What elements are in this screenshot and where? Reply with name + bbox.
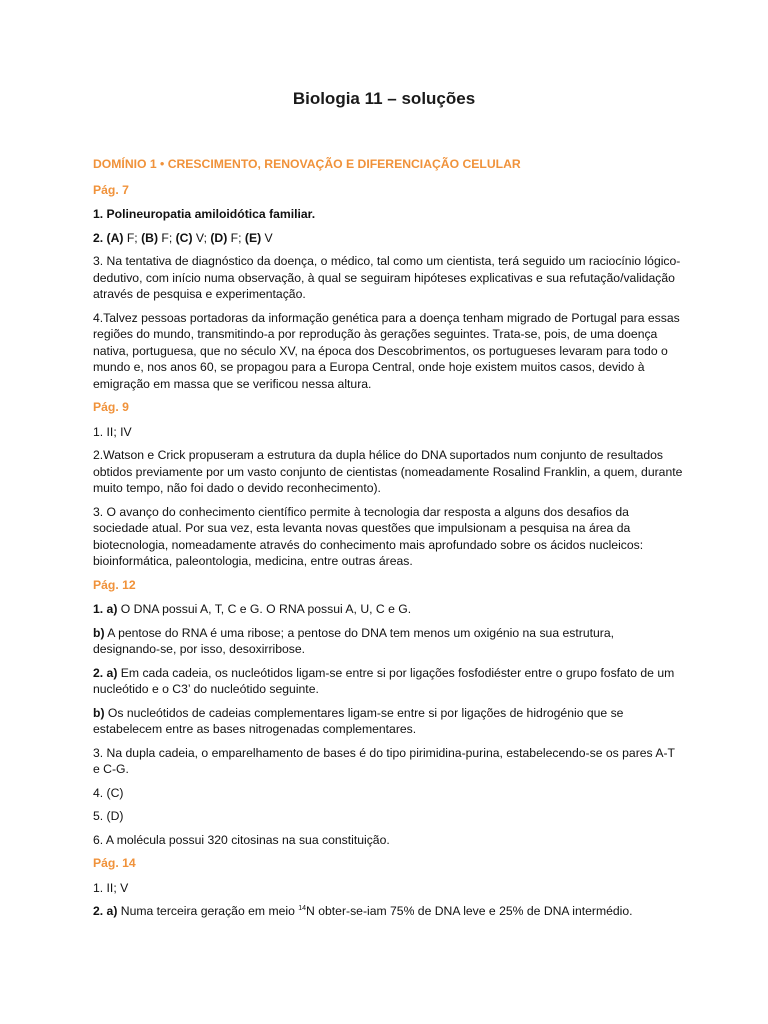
answer-value: F; [123,230,142,245]
document-body [93,156,683,927]
answer-paragraph [93,665,683,698]
answer-label: 1. a) [93,602,118,616]
answer-text: Em cada cadeia, os nucleótidos ligam-se entre si por ligações fosfodiéster entre o grupo fosfato de um nucleótido e o C3’ do nucleótido seguinte. [93,665,675,696]
answer-value: V; [192,230,211,245]
answer-paragraph: 2.Watson e Crick propuseram a estrutura da dupla hélice do DNA suportados num conjunto de resultados obtidos previamente por um vasto conjunto de cientistas (nomeadamente Rosalind Franklin, a quem, durante muito tempo, não foi dado o devido reconhecimento). [93,448,683,495]
answer-paragraph: 5. (D) [93,809,124,823]
answer-paragraph: 4.Talvez pessoas portadoras da informação genética para a doença tenham migrado de Portugal para essas regiões do mundo, transmitindo-a por reprodução às gerações seguintes. Trata-se, pois, de uma doença nativa, portuguesa, que no século XV, na época dos Descobrimentos, os portugueses levaram para todo o mundo e, nos anos 60, se propagou para a Europa Central, onde hoje existem muitos casos, devido à emigração em massa que se verificou nessa altura. [93,310,680,391]
answer-label: 2. a) [93,665,118,680]
page-ref-heading: Pág. 9 [93,400,129,414]
page-ref-heading: Pág. 14 [93,856,136,870]
answer-paragraph: 3. Na tentativa de diagnóstico da doença, o médico, tal como um cientista, terá seguido um raciocínio lógico-dedutivo, com início numa observação, à qual se seguiram hipóteses explicativas e sua refutação/validação através de pesquisa e experimentação. [93,254,681,301]
answer-paragraph: 1. Polineuropatia amiloidótica familiar. [93,207,316,221]
page-ref-heading: Pág. 7 [93,182,129,197]
answer-text: A pentose do RNA é uma ribose; a pentose do DNA tem menos um oxigénio na sua estrutura, designando-se, por isso, desoxirribose. [93,625,614,656]
answer-value: F; [227,230,245,245]
answer-paragraph: 4. (C) [93,785,124,800]
answer-text: N obter-se-iam 75% de DNA leve e 25% de DNA intermédio. [306,904,633,918]
answer-value: F; [158,230,176,245]
answer-paragraph: 1. II; V [93,880,129,895]
answer-label: b) [93,705,105,720]
page-ref-heading: Pág. 12 [93,577,136,592]
isotope-superscript: 14 [298,905,307,912]
answer-paragraph [93,230,683,247]
answer-label: (C) [175,230,193,245]
answer-label: (B) [141,230,158,245]
answer-label: (E) [244,230,262,245]
answer-paragraph: 3. O avanço do conhecimento científico permite à tecnologia dar resposta a alguns dos desafios da sociedade atual. Por sua vez, esta levanta novas questões que impulsionam a pesquisa na área da biotecnologia, nomeadamente através do conhecimento mais aprofundado sobre os ácidos nucleicos: bioinformática, paleontologia, medicina, entre outras áreas. [93,504,644,568]
answer-paragraph [93,903,683,920]
answer-paragraph: 1. II; IV [93,424,132,439]
answer-label: 2. (A) [93,230,124,245]
domain-heading: DOMÍNIO 1 • CRESCIMENTO, RENOVAÇÃO E DIFERENCIAÇÃO CELULAR [93,157,521,171]
answer-text: O DNA possui A, T, C e G. O RNA possui A, U, C e G. [117,602,412,616]
answer-paragraph [93,705,683,738]
answer-paragraph: 6. A molécula possui 320 citosinas na sua constituição. [93,832,390,847]
answer-label: b) [93,625,105,640]
answer-label: (D) [210,230,228,245]
answer-paragraph [93,601,683,618]
answer-paragraph [93,625,683,658]
answer-label: 2. a) [93,904,118,918]
answer-value: V [261,230,273,245]
answer-paragraph: 3. Na dupla cadeia, o emparelhamento de bases é do tipo pirimidina-purina, estabelecendo-se os pares A-T e C-G. [93,745,675,776]
page-title: Biologia 11 – soluções [292,89,476,108]
answer-text: Os nucleótidos de cadeias complementares ligam-se entre si por ligações de hidrogénio que se estabelecem entre as bases nitrogenadas complementares. [93,705,624,736]
answer-text: Numa terceira geração em meio [117,904,299,918]
